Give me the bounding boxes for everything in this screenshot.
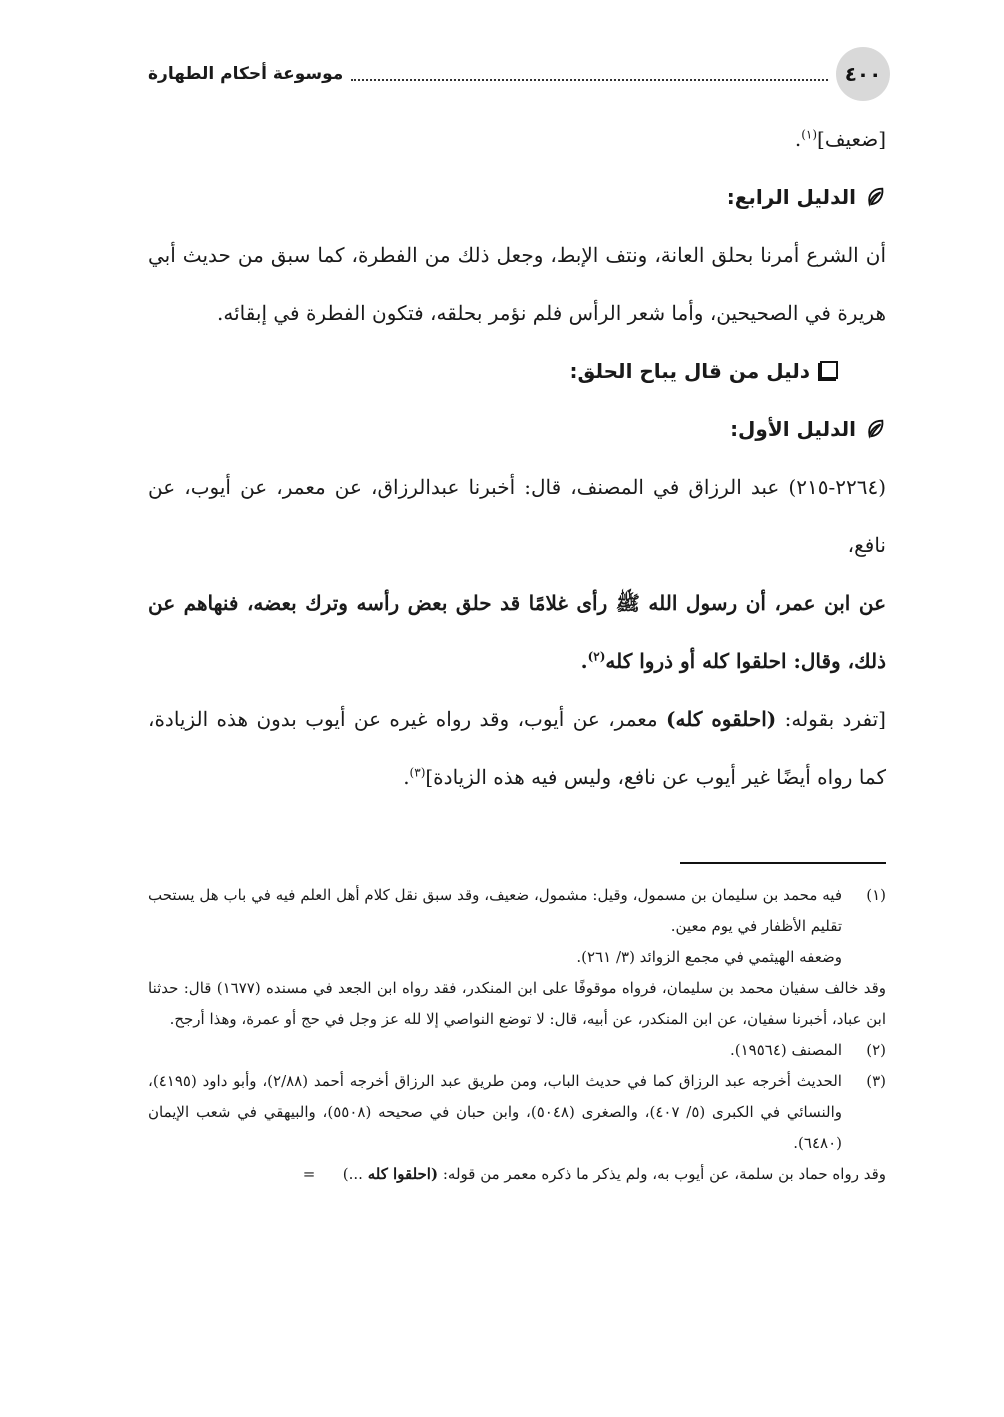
leaf-bullet-icon [864,417,886,439]
footnote [148,880,886,973]
punctuation: . [403,765,410,789]
section-heading [148,342,886,400]
section-heading [148,400,886,458]
footnote-ref: (٢) [587,649,606,664]
footnote-text: وضعفه الهيثمي في مجمع الزوائد (٣/ ٢٦١). [576,948,842,966]
paragraph-text: [تفرد بقوله: [776,707,886,731]
heading-text: الدليل الأول: [730,417,856,441]
footnote-text: فيه محمد بن سليمان بن مسمول، وقيل: مشمول، ضعيف، وقد سبق نقل كلام أهل العلم فيه في باب هل يستحب تقليم الأظفار في يوم معين. [148,886,842,935]
quoted-phrase: (احلقوه كله) [666,707,777,731]
paragraph-text: معمر، عن أيوب، وقد رواه غيره عن أيوب بدون هذه الزيادة، كما رواه أيضًا غير أيوب عن نافع، وليس فيه هذه الزيادة] [148,707,886,789]
running-title: موسوعة أحكام الطهارة [148,64,344,84]
paragraph [148,690,886,806]
main-text [148,110,886,806]
paragraph [148,110,886,168]
footnote-number: (٣) [866,1072,886,1090]
punctuation: . [580,649,588,673]
footnote-text: المصنف (١٩٥٦٤). [729,1041,842,1059]
heading-text: دليل من قال يباح الحلق: [569,359,810,383]
paragraph: (٢٢٦٤-٢١٥) عبد الرزاق في المصنف، قال: أخبرنا عبدالرزاق، عن معمر، عن أيوب، عن نافع، [148,475,886,557]
continuation-mark: = [302,1165,316,1183]
header-dotted-leader [351,79,828,81]
page-number: ٤٠٠ [836,47,890,101]
footnote [148,1035,886,1066]
footnote-text: ...) [342,1165,368,1183]
footnote-number: (٢) [866,1041,886,1059]
punctuation: . [794,127,802,151]
footnote-ref: (١) [801,127,818,142]
footnote-text: الحديث أخرجه عبد الرزاق كما في حديث الباب، ومن طريق عبد الرزاق أخرجه أحمد (٢/٨٨)، وأبو داود (٤١٩٥)، والنسائي في الكبرى (٥/ ٤٠٧)، والصغرى (٥٠٤٨)، وابن حبان في صحيحه (٥٥٠٨)، والبيهقي في شعب الإيمان (٦٤٨٠). [148,1072,842,1152]
footnote-continuation [148,1159,886,1190]
square-bullet-icon [820,361,838,379]
footnote-text: وقد رواه حماد بن سلمة، عن أيوب به، ولم يذكر ما ذكره معمر من قوله: [438,1165,886,1183]
quoted-phrase: (احلقوا كله [367,1165,439,1183]
heading-text: الدليل الرابع: [726,185,856,209]
paragraph: أن الشرع أمرنا بحلق العانة، ونتف الإبط، وجعل ذلك من الفطرة، كما سبق من حديث أبي هريرة في الصحيحين، وأما شعر الرأس فلم نؤمر بحلقه، فتكون الفطرة في إبقائه. [148,243,886,325]
footnote-separator [680,862,886,864]
paragraph-text: [ضعيف] [817,127,886,151]
footnotes [148,880,886,1190]
footnote-number: (١) [866,886,886,904]
section-heading [148,168,886,226]
footnote [148,1066,886,1159]
footnote-body [148,880,842,973]
paragraph-text: عن ابن عمر، أن رسول الله ﷺ رأى غلامًا قد حلق بعض رأسه وترك بعضه، فنهاهم عن ذلك، وقال: احلقوا كله أو ذروا كله [148,591,886,673]
footnote-ref: (٣) [409,765,426,780]
footnote-continuation: وقد خالف سفيان محمد بن سليمان، فرواه موقوفًا على ابن المنكدر، فقد رواه ابن الجعد في مسنده (١٦٧٧) قال: حدثنا ابن عباد، أخبرنا سفيان، عن ابن المنكدر، عن أبيه، قال: لا توضع النواصي إلا لله عز وجل في حج أو عمرة، وهذا أرجح. [148,979,886,1028]
leaf-bullet-icon [864,185,886,207]
hadith-text [148,574,886,690]
page-header [148,46,890,102]
